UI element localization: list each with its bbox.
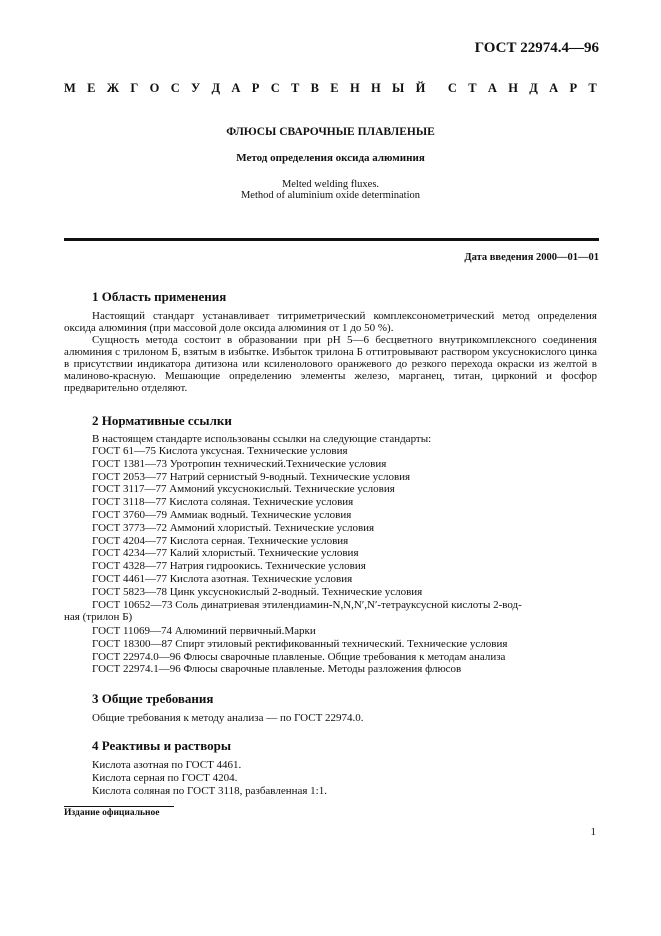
banner-letter: У: [191, 81, 201, 95]
banner-letter: Т: [291, 81, 300, 95]
banner-letter: Г: [130, 81, 139, 95]
reference-item: ГОСТ 2053—77 Натрий сернистый 9-водный. Технические условия: [92, 470, 411, 483]
reference-item: ГОСТ 4234—77 Калий хлористый. Технические условия: [92, 547, 359, 560]
reference-item: ГОСТ 22974.0—96 Флюсы сварочные плавленые. Общие требования к методам анализа: [92, 650, 506, 663]
banner-letter: Ы: [392, 81, 405, 95]
section-3-heading: 3 Общие требования: [92, 691, 214, 706]
section-2-heading: 2 Нормативные ссылки: [92, 413, 232, 428]
banner-letter: С: [170, 81, 180, 95]
banner-letter: А: [487, 81, 497, 95]
reference-item: ГОСТ 3773—72 Аммоний хлористый. Технические условия: [92, 521, 375, 534]
reference-long-line-b: ная (трилон Б): [64, 611, 133, 623]
reference-item: ГОСТ 5823—78 Цинк уксуснокислый 2-водный. Технические условия: [92, 585, 423, 598]
section-1-paragraph-2: Сущность метода состоит в образовании при рН 5—6 бесцветного внутрикомплексного соединения алюминия с трилоном Б, взятым в избытке. Избыток трилона Б оттитровывают раствором уксуснокислого цинка в присутствии индикатора дитизона или ксиленолового оранжевого до резкого перехода окраски из желтой в малиново-красную. Мешающие определению элементы железо, марганец, титан, цирконий и фосфор предварительно отделяют.: [64, 334, 597, 394]
document-title: ФЛЮСЫ СВАРОЧНЫЕ ПЛАВЛЕНЫЕ: [226, 126, 435, 138]
interstate-standard-banner: [64, 81, 597, 96]
reference-item: ГОСТ 22974.1—96 Флюсы сварочные плавленые. Методы разложения флюсов: [92, 663, 462, 676]
reference-long-line-a: ГОСТ 10652—73 Соль динатриевая этилендиамин-N,N,N′,N′-тетрауксусной кислоты 2-вод-: [92, 599, 522, 611]
reference-item: ГОСТ 4204—77 Кислота серная. Технические условия: [92, 534, 349, 547]
reference-item: ГОСТ 4461—77 Кислота азотная. Технические условия: [92, 573, 353, 585]
reagent-item: Кислота азотная по ГОСТ 4461.: [92, 759, 242, 771]
section-3-text: Общие требования к методу анализа — по ГОСТ 22974.0.: [92, 712, 364, 724]
reference-item: ГОСТ 3118—77 Кислота соляная. Технические условия: [92, 496, 354, 509]
banner-letter: Е: [330, 81, 339, 95]
banner-letter: Н: [508, 81, 518, 95]
reference-item: ГОСТ 3117—77 Аммоний уксуснокислый. Технические условия: [92, 483, 395, 496]
banner-letter: Д: [211, 81, 221, 95]
banner-letter: А: [231, 81, 241, 95]
banner-letter: Н: [370, 81, 381, 95]
banner-letter: М: [64, 81, 76, 95]
banner-letter: Д: [529, 81, 538, 95]
banner-letter: Й: [415, 81, 426, 95]
banner-letter: Р: [569, 81, 578, 95]
reference-item: ГОСТ 3760—79 Аммиак водный. Технические условия: [92, 509, 352, 521]
banner-letter: Р: [251, 81, 260, 95]
banner-letter: С: [270, 81, 280, 95]
introduction-date: Дата введения 2000—01—01: [464, 252, 599, 263]
reference-item: ГОСТ 11069—74 Алюминий первичный.Марки: [92, 625, 316, 637]
section-1-paragraph-1: Настоящий стандарт устанавливает титриметрический комплексонометрический метод определения оксида алюминия (при массовой доле оксида алюминия от 1 до 50 %).: [64, 310, 597, 334]
banner-letter: Т: [468, 81, 477, 95]
banner-letter: А: [549, 81, 559, 95]
page-number: 1: [590, 826, 596, 838]
section-4-heading: 4 Реактивы и растворы: [92, 738, 232, 753]
footer-divider: [64, 806, 174, 807]
banner-letter: Ж: [106, 81, 120, 95]
banner-letter: В: [310, 81, 319, 95]
document-code: ГОСТ 22974.4—96: [474, 40, 599, 56]
reference-item: ГОСТ 61—75 Кислота уксусная. Технические условия: [92, 445, 348, 457]
reference-item: ГОСТ 18300—87 Спирт этиловый ректификованный технический. Технические условия: [92, 637, 508, 650]
english-title-line-2: Method of aluminium oxide determination: [240, 190, 421, 201]
edition-note: Издание официальное: [64, 808, 160, 818]
reagent-item: Кислота серная по ГОСТ 4204.: [92, 771, 238, 784]
english-title-line-1: Melted welding fluxes.: [281, 179, 380, 190]
document-subtitle: Метод определения оксида алюминия: [236, 152, 425, 164]
title-divider: [64, 238, 599, 241]
banner-letter: С: [447, 81, 457, 95]
banner-letter: Т: [588, 81, 597, 95]
reference-item: ГОСТ 1381—73 Уротропин технический.Технические условия: [92, 457, 387, 470]
banner-letter: Е: [87, 81, 96, 95]
section-1-heading: 1 Область применения: [92, 289, 227, 304]
reagent-item: Кислота соляная по ГОСТ 3118, разбавленная 1:1.: [92, 784, 327, 797]
reference-item: ГОСТ 4328—77 Натрия гидроокись. Технические условия: [92, 560, 366, 573]
banner-letter: О: [149, 81, 160, 95]
banner-letter: Н: [349, 81, 360, 95]
section-2-intro: В настоящем стандарте использованы ссылки на следующие стандарты:: [92, 433, 432, 445]
